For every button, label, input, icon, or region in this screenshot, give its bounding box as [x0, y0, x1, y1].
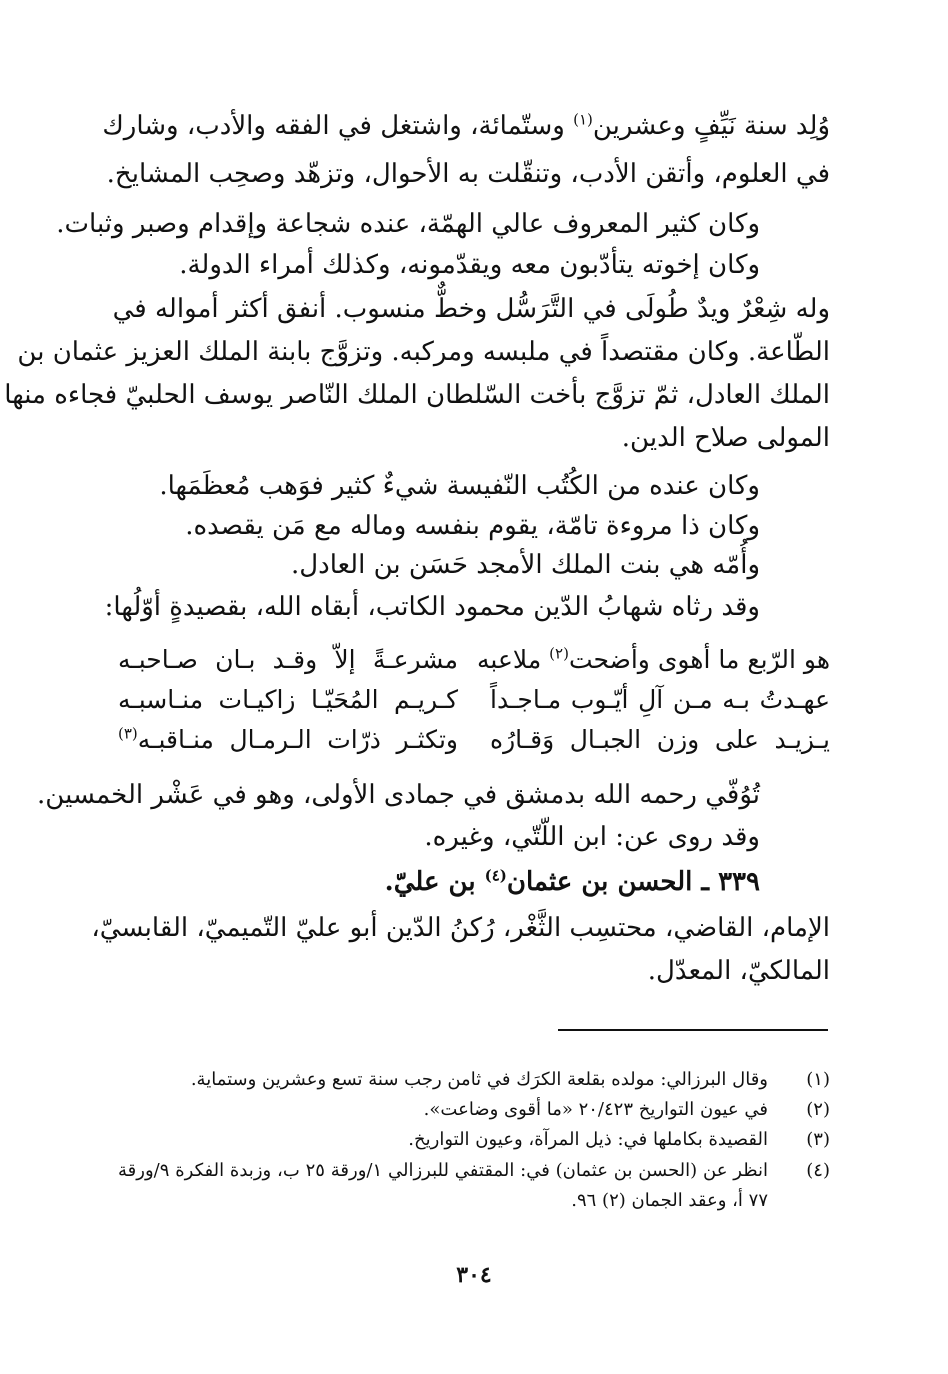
- footnote-text: وقال البرزالي: مولده بقلعة الكرَك في ثامن رجب سنة تسع وعشرين وستماية.: [190, 1069, 768, 1090]
- verse-second-hemistich: [118, 720, 458, 760]
- paragraph-line: الملك العادل، ثمّ تزوَّج بأخت السّلطان الملك النّاصر يوسف الحلبيّ فجاءه منها: [4, 380, 830, 410]
- paragraph-line: وكان إخوته يتأدّبون معه ويقدّمونه، وكذلك أمراء الدولة.: [179, 250, 760, 280]
- footnote: [118, 1096, 830, 1124]
- verse-second-hemistich: كـريـم المُحَيّـا زاكيـات منـاسبـه: [118, 685, 458, 714]
- text-run: وُلِد سنة نَيِّفٍ وعشرين: [592, 111, 830, 141]
- footnote: [118, 1157, 830, 1217]
- footnote-text: القصيدة بكاملها في: ذيل المرآة، وعيون التواريخ.: [408, 1129, 768, 1150]
- paragraph-line: وله شِعْرٌ ويدٌ طُولَى في التَّرَسُّل وخطٌّ منسوب. أنفق أكثر أمواله في: [112, 294, 830, 324]
- text-run: وتكثـر ذرّات الـرمـال منـاقبـه: [137, 725, 458, 754]
- paragraph-line: المولى صلاح الدين.: [621, 423, 830, 453]
- paragraph-line: المالكيّ، المعدّل.: [647, 956, 830, 986]
- footnote-text: انظر عن (الحسن بن عثمان) في: المقتفي للبرزالي ١/ورقة ٢٥ ب، وزبدة الفكرة ٩/ورقة: [118, 1160, 768, 1181]
- text-run: ملاعبه: [477, 645, 550, 674]
- paragraph-line: وكان كثير المعروف عالي الهمّة، عنده شجاعة وإقدام وصبر وثبات.: [56, 209, 760, 239]
- footnote-number: (٣): [806, 1129, 830, 1150]
- footnote-number: (٤): [806, 1160, 830, 1181]
- footnote-number: (٢): [806, 1099, 830, 1120]
- text-run: ٣٣٩ ـ الحسن بن عثمان: [506, 867, 760, 897]
- footnote-ref[interactable]: (٣): [118, 724, 138, 743]
- page-number: ٣٠٤: [456, 1262, 492, 1288]
- footnote-text: في عيون التواريخ ٢٠/٤٢٣ «ما أقوى وضاعت».: [423, 1099, 768, 1120]
- paragraph-line: وكان عنده من الكُتُب النّفيسة شيءٌ كثير فوَهب مُعظَمَها.: [159, 471, 760, 501]
- footnote: [118, 1126, 830, 1154]
- footnote-ref[interactable]: (٢): [549, 644, 569, 663]
- paragraph-line: في العلوم، وأتقن الأدب، وتنقّلت به الأحوال، وتزهّد وصحِب المشايخ.: [106, 159, 830, 189]
- poem-verse: [118, 720, 830, 760]
- paragraph-line: [102, 107, 830, 145]
- paragraph-line: وأُمّه هي بنت الملك الأمجد حَسَن بن العادل.: [290, 550, 760, 580]
- paragraph-line: وقد روى عن: ابن اللّتّي، وغيره.: [424, 822, 760, 852]
- paragraph-line: وكان ذا مروءة تامّة، يقوم بنفسه وماله مع مَن يقصده.: [185, 511, 760, 541]
- footnote-ref[interactable]: (١): [573, 110, 593, 129]
- paragraph-line: الطّاعة. وكان مقتصداً في ملبسه ومركبه. وتزوَّج بابنة الملك العزيز عثمان بن: [17, 337, 830, 367]
- paragraph-line: تُوُفّي رحمه الله بدمشق في جمادى الأولى، وهو في عَشْر الخمسين.: [37, 780, 760, 810]
- poem-verse: [118, 640, 830, 680]
- paragraph-line: وقد رثاه شهابُ الدّين محمود الكاتب، أبقاه الله، بقصيدةٍ أوّلُها:: [104, 592, 760, 622]
- text-run: وستّمائة، واشتغل في الفقه والأدب، وشارك: [102, 111, 574, 141]
- verse-first-hemistich: عهـدتُ بـه مـن آلِ أيّـوب مـاجـداً: [490, 685, 830, 714]
- footnote-number: (١): [806, 1069, 830, 1090]
- text-run: بن عليّ.: [384, 867, 485, 897]
- footnote-ref[interactable]: (٤): [484, 866, 507, 885]
- footnote-divider: [558, 1029, 828, 1031]
- text-run: هو الرّبع ما أهوى وأضحت: [568, 645, 830, 674]
- paragraph-line: الإمام، القاضي، محتسِب الثَّغْر، رُكنُ الدّين أبو عليّ التّميميّ، القابسيّ،: [91, 913, 830, 943]
- verse-first-hemistich: يـزيـد على وزن الجبـال وَقـارُه: [490, 725, 830, 754]
- footnote: [118, 1066, 830, 1094]
- footnote-text-continued: ٧٧ أ، وعقد الجمان (٢) ٩٦.: [571, 1190, 768, 1211]
- verse-first-hemistich: [477, 640, 830, 680]
- verse-second-hemistich: مشرعـةً إلاّ وقـد بـان صـاحبـه: [118, 645, 458, 674]
- entry-heading: [120, 863, 760, 901]
- poem-verse: [118, 680, 830, 720]
